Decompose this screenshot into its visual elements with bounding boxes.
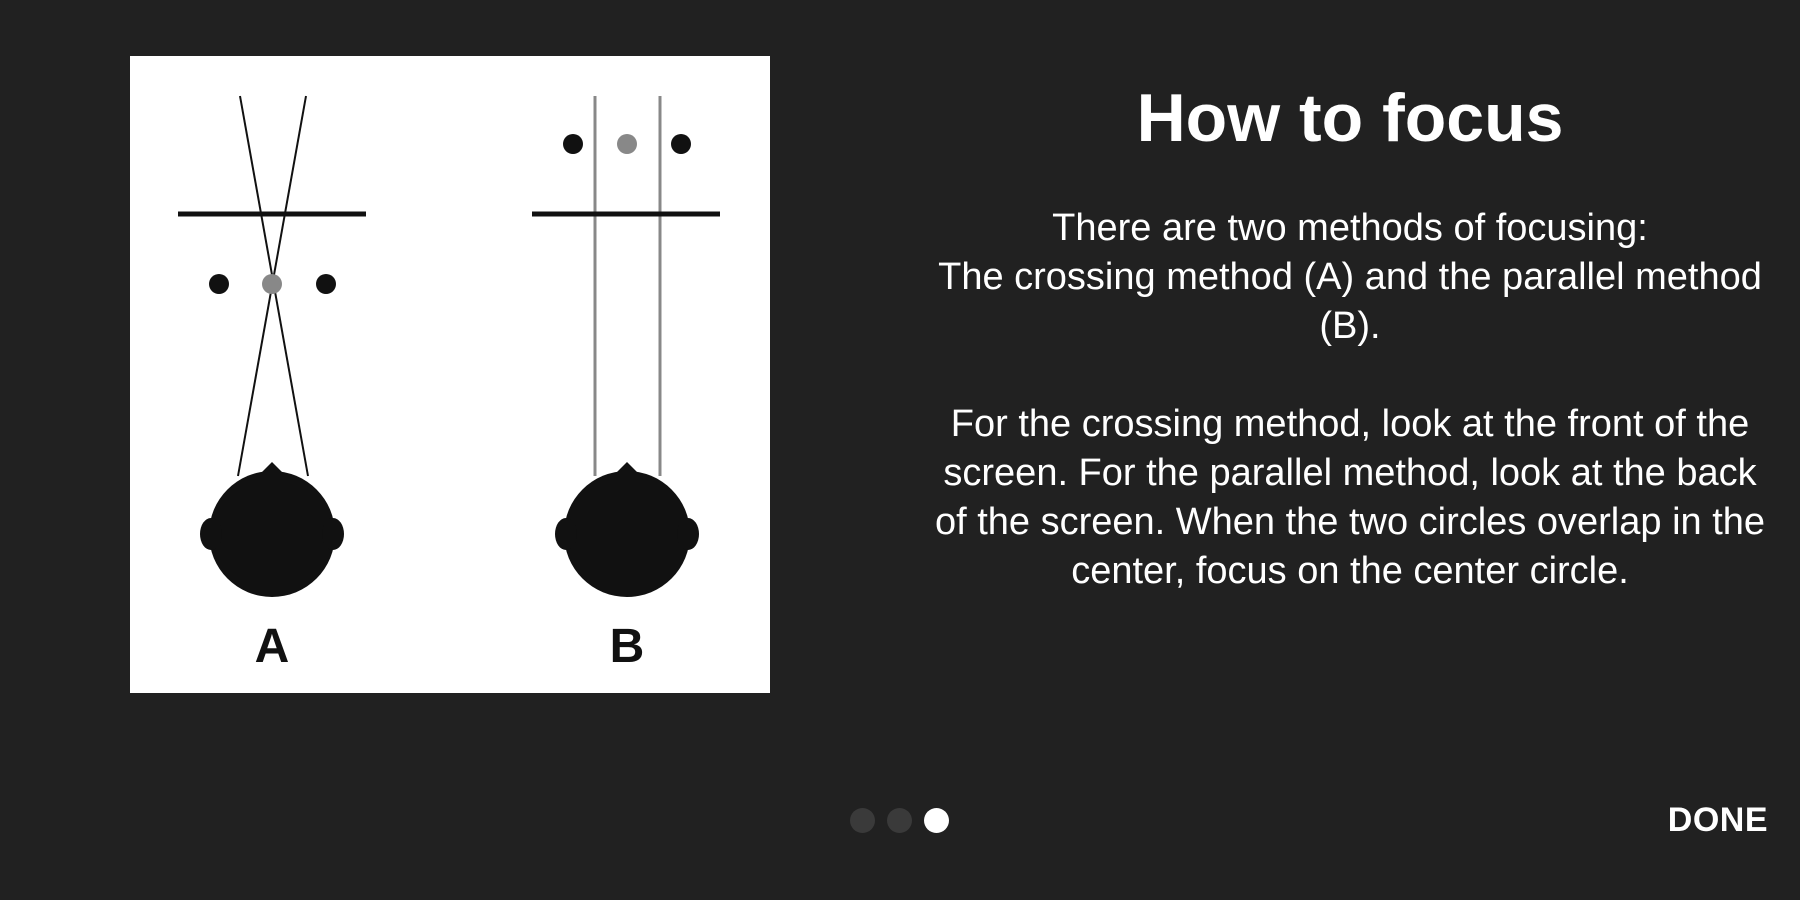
label-a: A [254, 620, 290, 673]
left-dot [563, 134, 583, 154]
focus-methods-diagram [130, 56, 770, 693]
right-dot [316, 274, 336, 294]
left-dot [209, 274, 229, 294]
page-dot-1[interactable] [850, 808, 875, 833]
page-title: How to focus [1136, 80, 1564, 156]
instructions-panel [930, 72, 1770, 596]
crossing-method-figure [178, 96, 366, 673]
page-indicator [850, 808, 949, 833]
done-button[interactable]: DONE [1668, 796, 1768, 844]
label-b: B [609, 620, 645, 673]
center-dot [262, 274, 282, 294]
page-dot-3-active[interactable] [924, 808, 949, 833]
right-dot [671, 134, 691, 154]
center-dot [617, 134, 637, 154]
parallel-method-figure [532, 96, 720, 673]
head-icon [200, 462, 344, 597]
instructions-text: There are two methods of focusing: The crossing method (A) and the parallel method (B). For the crossing method, look at the front of the screen. For the parallel method, look at the back of the screen. When the two circles overlap in the center, focus on the center circle. [934, 207, 1766, 592]
head-icon [555, 462, 699, 597]
focus-methods-illustration [130, 56, 770, 693]
page-dot-2[interactable] [887, 808, 912, 833]
